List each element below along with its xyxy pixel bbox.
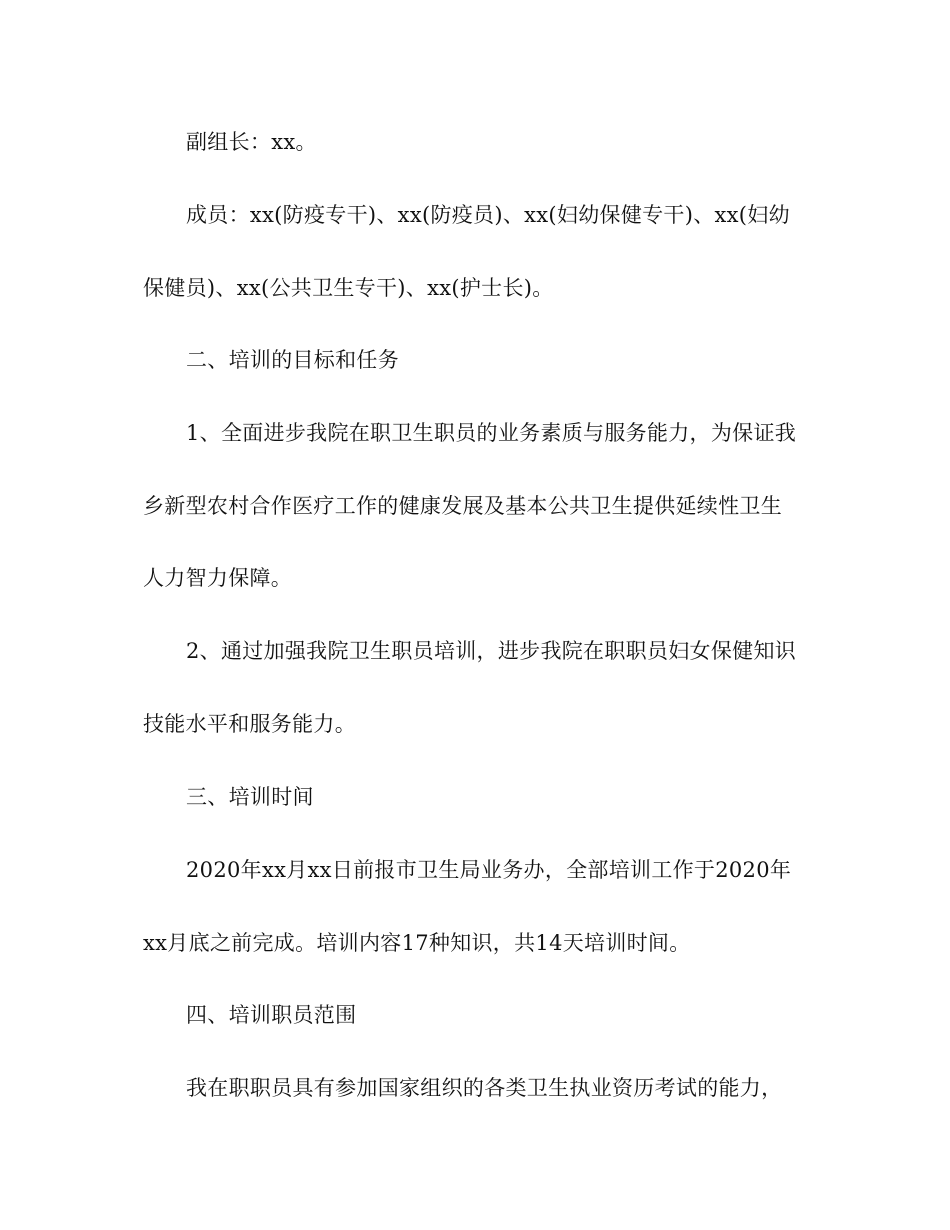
text-line: 我在职职员具有参加国家组织的各类卫生执业资历考试的能力， <box>186 1076 783 1100</box>
text-line: 副组长：xx。 <box>186 130 317 154</box>
text-line: 2020年xx月xx日前报市卫生局业务办，全部培训工作于2020年 <box>186 858 792 882</box>
paragraph-goal-2 <box>143 615 813 760</box>
text-line: 二、培训的目标和任务 <box>186 348 399 372</box>
text-line: 成员：xx(防疫专干)、xx(防疫员)、xx(妇幼保健专干)、xx(妇幼 <box>186 203 790 227</box>
section-heading-goals <box>143 324 813 397</box>
text-line: 乡新型农村合作医疗工作的健康发展及基本公共卫生提供延续性卫生 <box>143 493 782 518</box>
text-line: 2、通过加强我院卫生职员培训，进步我院在职职员妇女保健知识 <box>186 639 797 663</box>
paragraph-goal-1 <box>143 397 813 615</box>
paragraph-members <box>143 179 813 324</box>
text-line: 保健员)、xx(公共卫生专干)、xx(护士长)。 <box>143 275 554 300</box>
text-line: 三、培训时间 <box>186 785 314 809</box>
paragraph-time <box>143 834 813 979</box>
section-heading-scope <box>143 979 813 1052</box>
text-line: xx月底之前完成。培训内容17种知识，共14天培训时间。 <box>143 930 691 955</box>
text-line: 1、全面进步我院在职卫生职员的业务素质与服务能力，为保证我 <box>186 421 797 445</box>
text-line: 人力智力保障。 <box>143 566 293 591</box>
paragraph-scope <box>143 1052 813 1125</box>
section-heading-time <box>143 761 813 834</box>
paragraph-deputy-leader <box>143 106 813 179</box>
text-line: 四、培训职员范围 <box>186 1003 357 1027</box>
text-line: 技能水平和服务能力。 <box>143 711 356 736</box>
